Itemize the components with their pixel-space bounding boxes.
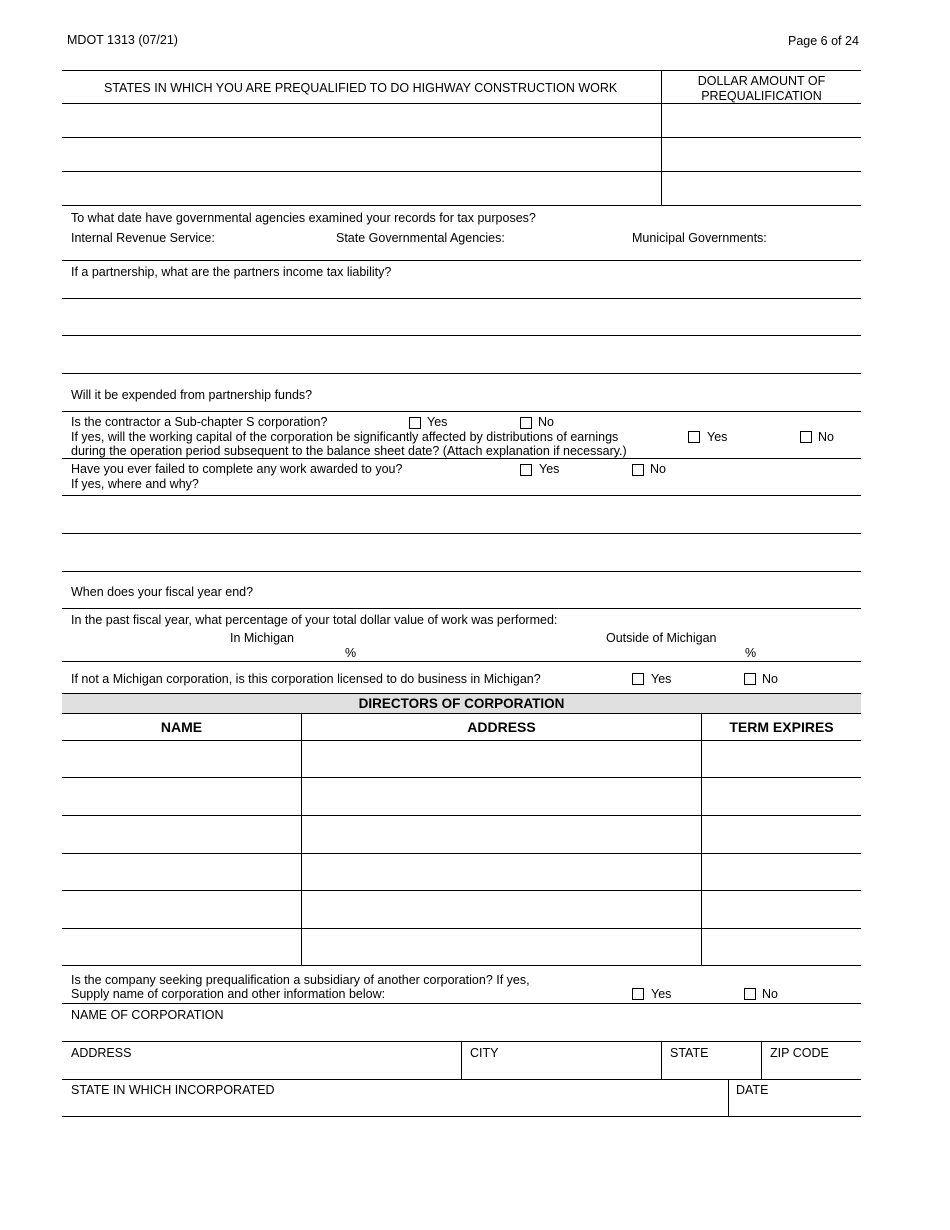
directors-term-header: TERM EXPIRES xyxy=(729,719,834,735)
states-input-2[interactable] xyxy=(63,139,660,170)
failed-work-no-checkbox[interactable] xyxy=(632,464,644,476)
failed-work-yes-checkbox[interactable] xyxy=(520,464,532,476)
director-address-input[interactable] xyxy=(303,892,700,927)
percentage-question: In the past fiscal year, what percentage of your total dollar value of work was performed: xyxy=(71,613,558,627)
directors-row-line xyxy=(62,853,861,854)
answer-line xyxy=(62,533,861,534)
rule xyxy=(62,1079,861,1080)
rule xyxy=(62,70,861,71)
subchapter-followup-line2: during the operation period subsequent to the balance sheet date? (Attach explanation if necessary.) xyxy=(71,444,627,458)
director-address-input[interactable] xyxy=(303,779,700,814)
rule xyxy=(62,713,861,714)
director-term-input[interactable] xyxy=(703,855,860,889)
rule xyxy=(62,458,861,459)
address-label: ADDRESS xyxy=(71,1046,132,1060)
directors-title: DIRECTORS OF CORPORATION xyxy=(358,696,565,711)
yes-label: Yes xyxy=(427,415,448,429)
page-number: Page 6 of 24 xyxy=(788,34,859,48)
directors-row-line xyxy=(62,815,861,816)
directors-row-line xyxy=(62,777,861,778)
form-id: MDOT 1313 (07/21) xyxy=(67,33,178,47)
state-incorporated-label: STATE IN WHICH INCORPORATED xyxy=(71,1083,275,1097)
director-name-input[interactable] xyxy=(63,817,300,852)
subsidiary-yes-checkbox[interactable] xyxy=(632,988,644,1000)
directors-row-line xyxy=(62,965,861,966)
corporation-city-input[interactable] xyxy=(463,1061,660,1077)
states-input-3[interactable] xyxy=(63,173,660,204)
no-label: No xyxy=(762,987,778,1001)
partnership-question: If a partnership, what are the partners income tax liability? xyxy=(71,265,392,279)
subsidiary-no-checkbox[interactable] xyxy=(744,988,756,1000)
directors-name-header: NAME xyxy=(160,719,203,735)
states-row-line xyxy=(62,205,861,206)
rule xyxy=(62,571,861,572)
states-row-line xyxy=(62,171,861,172)
outside-michigan-percent: % xyxy=(745,646,757,660)
rule xyxy=(62,411,861,412)
director-address-input[interactable] xyxy=(303,855,700,889)
date-label: DATE xyxy=(736,1083,769,1097)
rule xyxy=(62,608,861,609)
failed-work-question: Have you ever failed to complete any work awarded to you? xyxy=(71,462,403,476)
yes-label: Yes xyxy=(651,987,672,1001)
state-incorporated-input[interactable] xyxy=(63,1099,727,1115)
director-term-input[interactable] xyxy=(703,892,860,927)
working-capital-yes-checkbox[interactable] xyxy=(688,431,700,443)
amount-input-1[interactable] xyxy=(663,105,860,136)
state-label: STATE xyxy=(670,1046,709,1060)
directors-column-divider xyxy=(301,713,302,965)
city-label: CITY xyxy=(470,1046,499,1060)
rule xyxy=(62,740,861,741)
tax-question: To what date have governmental agencies examined your records for tax purposes? xyxy=(71,211,536,225)
working-capital-no-checkbox[interactable] xyxy=(800,431,812,443)
fiscal-year-question: When does your fiscal year end? xyxy=(71,585,254,599)
column-divider xyxy=(661,1041,662,1079)
rule xyxy=(62,693,861,694)
corporation-zip-input[interactable] xyxy=(763,1061,860,1077)
rule xyxy=(62,1116,861,1117)
director-term-input[interactable] xyxy=(703,779,860,814)
amount-input-2[interactable] xyxy=(663,139,860,170)
states-column-divider xyxy=(661,70,662,205)
failed-work-followup: If yes, where and why? xyxy=(71,477,199,491)
irs-label: Internal Revenue Service: xyxy=(71,231,215,245)
amount-input-3[interactable] xyxy=(663,173,860,204)
rule xyxy=(62,103,861,104)
director-address-input[interactable] xyxy=(303,930,700,964)
answer-line xyxy=(62,298,861,299)
license-question: If not a Michigan corporation, is this corporation licensed to do business in Michigan? xyxy=(71,672,541,686)
director-term-input[interactable] xyxy=(703,930,860,964)
municipal-label: Municipal Governments: xyxy=(632,231,767,245)
no-label: No xyxy=(762,672,778,686)
in-michigan-percent: % xyxy=(345,646,357,660)
director-name-input[interactable] xyxy=(63,779,300,814)
yes-label: Yes xyxy=(707,430,728,444)
license-yes-checkbox[interactable] xyxy=(632,673,644,685)
state-agencies-label: State Governmental Agencies: xyxy=(336,231,505,245)
subchapter-question: Is the contractor a Sub-chapter S corporation? xyxy=(71,415,328,429)
subchapter-yes-checkbox[interactable] xyxy=(409,417,421,429)
corporation-name-input[interactable] xyxy=(63,1024,860,1040)
outside-michigan-label: Outside of Michigan xyxy=(606,631,717,645)
zip-code-label: ZIP CODE xyxy=(770,1046,829,1060)
no-label: No xyxy=(650,462,666,476)
director-name-input[interactable] xyxy=(63,855,300,889)
in-michigan-label: In Michigan xyxy=(230,631,294,645)
rule xyxy=(62,373,861,374)
directors-row-line xyxy=(62,890,861,891)
answer-line xyxy=(62,335,861,336)
rule xyxy=(62,1003,861,1004)
subchapter-followup-line1: If yes, will the working capital of the corporation be significantly affected by distributions of earnings xyxy=(71,430,619,444)
dollar-amount-header-line1: DOLLAR AMOUNT OF xyxy=(697,74,826,88)
directors-address-header: ADDRESS xyxy=(467,719,536,735)
director-address-input[interactable] xyxy=(303,817,700,852)
yes-label: Yes xyxy=(539,462,560,476)
license-no-checkbox[interactable] xyxy=(744,673,756,685)
no-label: No xyxy=(538,415,554,429)
incorporation-date-input[interactable] xyxy=(730,1099,860,1115)
rule xyxy=(62,260,861,261)
rule xyxy=(62,661,861,662)
director-name-input[interactable] xyxy=(63,930,300,964)
no-label: No xyxy=(818,430,834,444)
corporation-name-label: NAME OF CORPORATION xyxy=(71,1008,224,1022)
partnership-funds-question: Will it be expended from partnership funds? xyxy=(71,388,313,402)
subsidiary-question-line2: Supply name of corporation and other information below: xyxy=(71,987,386,1001)
directors-row-line xyxy=(62,928,861,929)
director-address-input[interactable] xyxy=(303,742,700,776)
column-divider xyxy=(728,1079,729,1116)
director-term-input[interactable] xyxy=(703,742,860,776)
director-term-input[interactable] xyxy=(703,817,860,852)
subchapter-no-checkbox[interactable] xyxy=(520,417,532,429)
states-row-line xyxy=(62,137,861,138)
director-name-input[interactable] xyxy=(63,892,300,927)
states-input-1[interactable] xyxy=(63,105,660,136)
director-name-input[interactable] xyxy=(63,742,300,776)
corporation-state-input[interactable] xyxy=(663,1061,760,1077)
states-column-header: STATES IN WHICH YOU ARE PREQUALIFIED TO DO HIGHWAY CONSTRUCTION WORK xyxy=(104,81,618,95)
answer-line xyxy=(62,495,861,496)
column-divider xyxy=(461,1041,462,1079)
yes-label: Yes xyxy=(651,672,672,686)
column-divider xyxy=(761,1041,762,1079)
directors-column-divider xyxy=(701,713,702,965)
dollar-amount-header-line2: PREQUALIFICATION xyxy=(701,89,822,103)
corporation-address-input[interactable] xyxy=(63,1061,460,1077)
subsidiary-question-line1: Is the company seeking prequalification a subsidiary of another corporation? If yes, xyxy=(71,973,530,987)
